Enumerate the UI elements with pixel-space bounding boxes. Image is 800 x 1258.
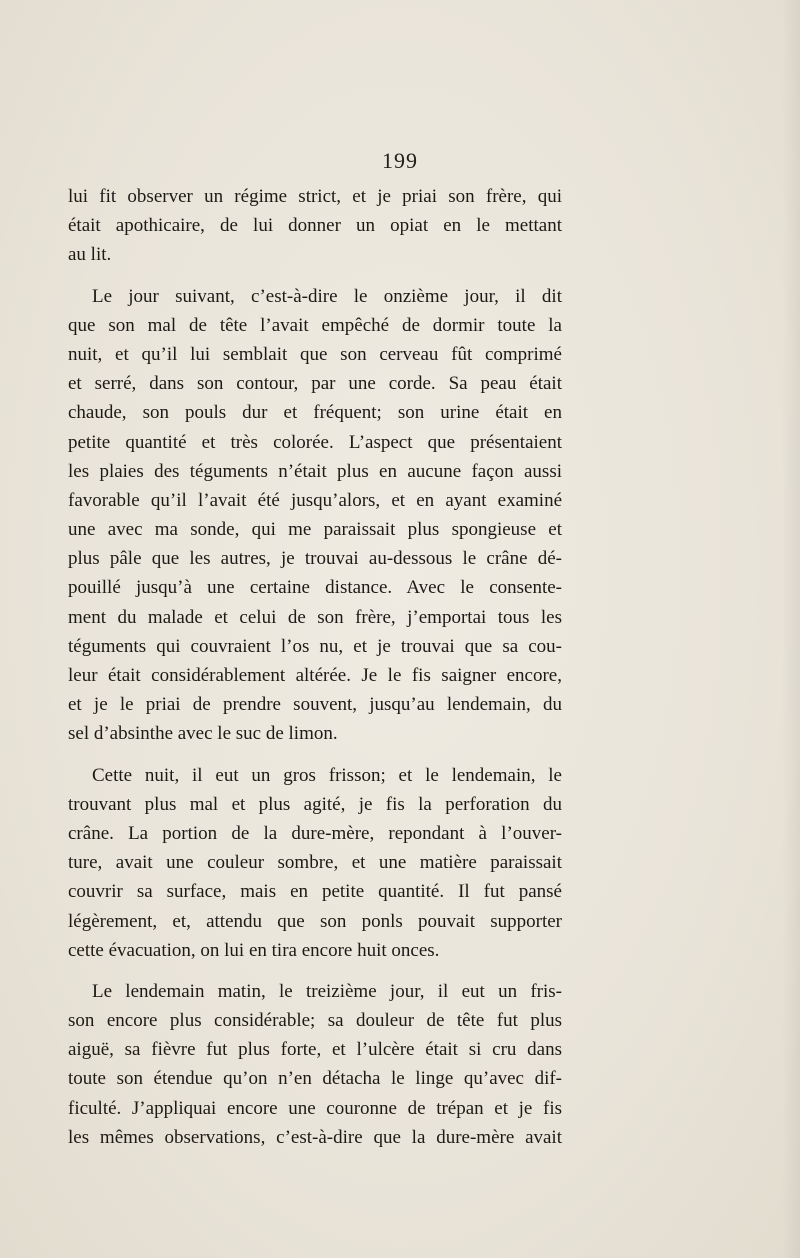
- text-line: toute son étendue qu’on n’en détacha le linge qu’avec dif-: [68, 1068, 562, 1090]
- text-line: trouvant plus mal et plus agité, je fis la perforation du: [68, 793, 562, 815]
- paragraph: [68, 182, 562, 270]
- text-line: leur était considérablement altérée. Je le fis saigner encore,: [68, 665, 562, 686]
- text-line: Le jour suivant, c’est-à-dire le onzième jour, il dit: [92, 285, 562, 307]
- text-line: une avec ma sonde, qui me paraissait plus spongieuse et: [68, 519, 562, 541]
- text-line: et je le priai de prendre souvent, jusqu’au lendemain, du: [68, 694, 562, 716]
- text-line: Cette nuit, il eut un gros frisson; et le lendemain, le: [92, 764, 562, 786]
- text-line: sel d’absinthe avec le suc de limon.: [68, 723, 338, 745]
- text-line: légèrement, et, attendu que son ponls pouvait supporter: [68, 910, 562, 932]
- text-line: cette évacuation, on lui en tira encore huit onces.: [68, 939, 440, 961]
- text-line: était apothicaire, de lui donner un opiat en le mettant: [68, 215, 562, 237]
- text-line: ture, avait une couleur sombre, et une matière paraissait: [68, 852, 562, 874]
- text-line: Le lendemain matin, le treizième jour, il eut un fris-: [92, 980, 562, 1002]
- paragraph: [68, 977, 562, 1152]
- text-line: et serré, dans son contour, par une corde. Sa peau était: [68, 373, 562, 395]
- paragraph: [68, 282, 562, 749]
- page-edge-shadow: [782, 0, 800, 1258]
- text-line: pouillé jusqu’à une certaine distance. Avec le consente-: [68, 577, 562, 599]
- text-line: son encore plus considérable; sa douleur de tête fut plus: [68, 1010, 562, 1032]
- text-line: favorable qu’il l’avait été jusqu’alors, et en ayant examiné: [68, 489, 562, 511]
- page-number: 199: [382, 148, 418, 173]
- text-line: téguments qui couvraient l’os nu, et je trouvai que sa cou-: [68, 635, 562, 657]
- text-line: que son mal de tête l’avait empêché de dormir toute la: [68, 314, 562, 336]
- paragraph: [68, 761, 562, 965]
- text-line: petite quantité et très colorée. L’aspect que présentaient: [68, 431, 562, 453]
- text-line: nuit, et qu’il lui semblait que son cerveau fût comprimé: [68, 343, 562, 365]
- text-line: chaude, son pouls dur et fréquent; son urine était en: [68, 402, 562, 424]
- text-line: lui fit observer un régime strict, et je priai son frère, qui: [68, 186, 562, 207]
- text-line: plus pâle que les autres, je trouvai au-dessous le crâne dé-: [68, 548, 562, 570]
- body-text: [68, 182, 562, 1152]
- text-line: crâne. La portion de la dure-mère, repondant à l’ouver-: [68, 822, 562, 844]
- text-line: ment du malade et celui de son frère, j’emportai tous les: [68, 606, 562, 628]
- text-line: ficulté. J’appliquai encore une couronne de trépan et je fis: [68, 1097, 562, 1119]
- text-line: les plaies des téguments n’était plus en aucune façon aussi: [68, 460, 562, 482]
- text-line: au lit.: [68, 244, 112, 266]
- text-line: aiguë, sa fièvre fut plus forte, et l’ulcère était si cru dans: [68, 1039, 562, 1061]
- text-line: les mêmes observations, c’est-à-dire que la dure-mère avait: [68, 1126, 562, 1148]
- text-line: couvrir sa surface, mais en petite quantité. Il fut pansé: [68, 881, 562, 903]
